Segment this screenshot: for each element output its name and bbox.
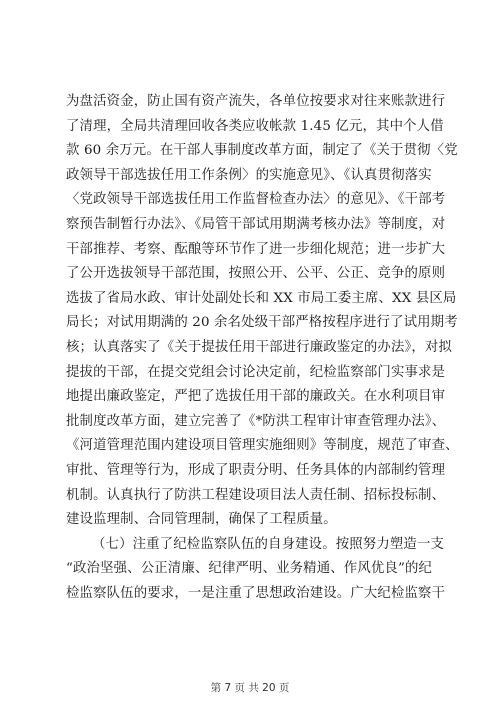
text-line: 款 60 余万元。在干部人事制度改革方面，制定了《关于贯彻〈党 [66,143,458,159]
section-heading-line: （七）注重了纪检监察队伍的自身建设。按照努力塑造一支 [92,536,445,552]
text-line: 审批、管理等行为，形成了职责分明、任务具体的内部制约管理 [66,462,446,478]
text-line: 干部推荐、考察、酝酿等环节作了进一步细化规范；进一步扩大 [66,241,446,257]
text-line: 《河道管理范围内建设项目管理实施细则》等制度，规范了审查、 [66,438,459,454]
text-line: 机制。认真执行了防洪工程建设项目法人责任制、招标投标制、 [66,487,446,503]
text-line: “政治坚强、公正清廉、纪律严明、业务精通、作风优良”的纪 [66,561,433,577]
text-line: 地提出廉政鉴定，严把了选拔任用干部的廉政关。在水利项目审 [66,389,446,405]
text-line: 了清理，全局共清理回收各类应收帐款 1.45 亿元，其中个人借 [66,118,444,134]
text-line: 察预告制暂行办法》、《局管干部试用期满考核办法》等制度，对 [66,216,446,232]
text-line: 〈党政领导干部选拔任用工作监督检查办法〉的意见》、《干部考 [66,192,446,208]
text-line: 批制度改革方面，建立完善了《*防洪工程审计审查管理办法》、 [66,413,446,429]
body-text [66,90,459,606]
text-line: 检监察队伍的要求，一是注重了思想政治建设。广大纪检监察干 [66,585,446,601]
text-line: 核；认真落实了《关于提拔任用干部进行廉政鉴定的办法》，对拟 [66,339,452,355]
text-line: 政领导干部选拔任用工作条例〉的实施意见》、《认真贯彻落实 [66,167,432,183]
text-line: 建设监理制、合同管理制，确保了工程质量。 [66,512,337,528]
text-line: 了公开选拔领导干部范围，按照公开、公平、公正、竞争的原则 [66,266,446,282]
text-line: 局长；对试用期满的 20 余名处级干部严格按程序进行了试用期考 [66,315,458,331]
page-number-footer: 第 7 页 共 20 页 [210,682,290,694]
text-line: 提拔的干部，在提交党组会讨论决定前，纪检监察部门实事求是 [66,364,446,380]
text-line: 为盘活资金，防止国有资产流失，各单位按要求对往来账款进行 [66,94,446,109]
text-line: 选拔了省局水政、审计处副处长和 XX 市局工委主席、XX 县区局 [66,290,457,306]
